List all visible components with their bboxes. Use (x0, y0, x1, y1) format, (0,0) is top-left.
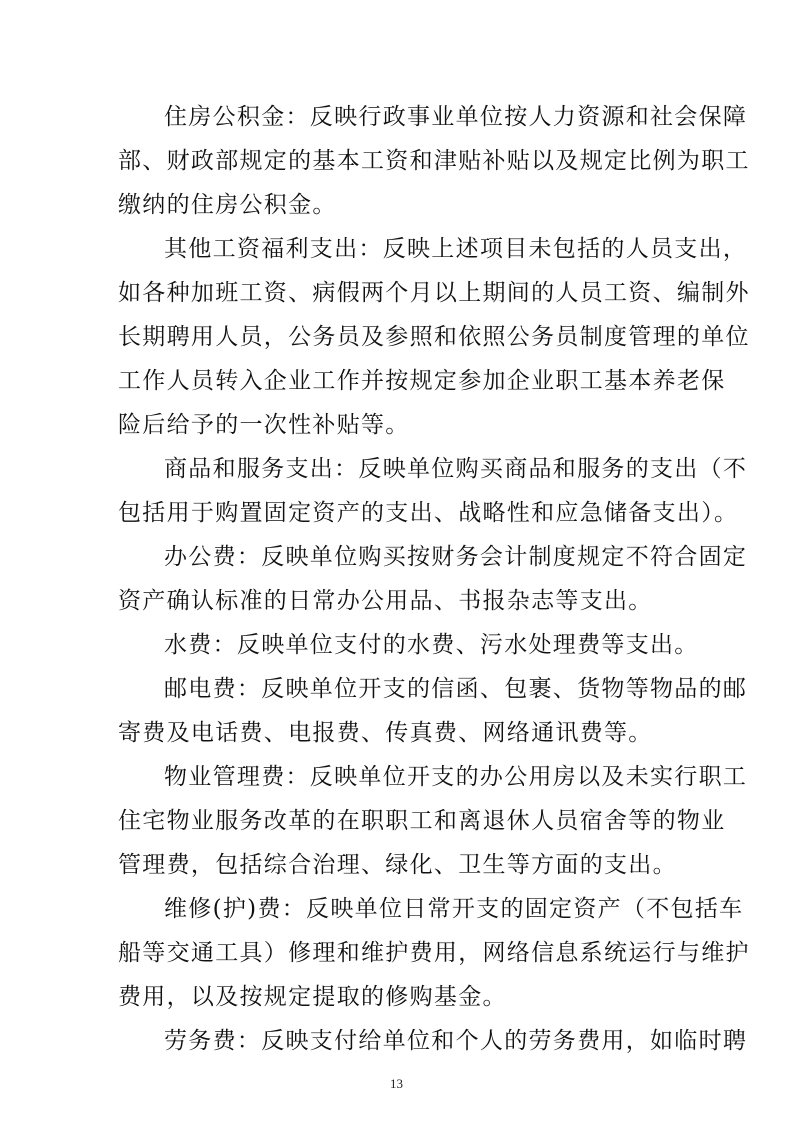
page-number: 13 (390, 1076, 403, 1091)
paragraph-labor-fee-line-1: 劳务费：反映支付给单位和个人的劳务费用，如临时聘 (164, 1028, 748, 1054)
paragraph-other-wages-line-5: 险后给予的一次性补贴等。 (118, 412, 410, 438)
paragraph-office-expense-line-1: 办公费：反映单位购买按财务会计制度规定不符合固定 (164, 544, 748, 570)
paragraph-property-fee-line-1: 物业管理费：反映单位开支的办公用房以及未实行职工 (164, 764, 748, 790)
paragraph-goods-services-line-2: 包括用于购置固定资产的支出、战略性和应急储备支出）。 (118, 500, 739, 526)
paragraph-maintenance-fee-line-3: 费用，以及按规定提取的修购基金。 (118, 984, 507, 1010)
paragraph-housing-fund-line-3: 缴纳的住房公积金。 (118, 192, 337, 218)
paragraph-maintenance-fee-line-2: 船等交通工具）修理和维护费用，网络信息系统运行与维护 (118, 940, 750, 966)
paragraph-maintenance-fee-line-1: 维修(护)费：反映单位日常开支的固定资产（不包括车 (164, 896, 744, 922)
paragraph-postal-fee-line-2: 寄费及电话费、电报费、传真费、网络通讯费等。 (118, 720, 653, 746)
paragraph-other-wages-line-4: 工作人员转入企业工作并按规定参加企业职工基本养老保 (118, 368, 726, 394)
paragraph-water-fee-line-1: 水费：反映单位支付的水费、污水处理费等支出。 (164, 632, 699, 658)
paragraph-property-fee-line-3: 管理费，包括综合治理、绿化、卫生等方面的支出。 (118, 852, 677, 878)
paragraph-postal-fee-line-1: 邮电费：反映单位开支的信函、包裹、货物等物品的邮 (164, 676, 748, 702)
paragraph-housing-fund-line-2: 部、财政部规定的基本工资和津贴补贴以及规定比例为职工 (118, 148, 750, 174)
paragraph-goods-services-line-1: 商品和服务支出：反映单位购买商品和服务的支出（不 (164, 456, 748, 482)
paragraph-office-expense-line-2: 资产确认标准的日常办公用品、书报杂志等支出。 (118, 588, 653, 614)
paragraph-housing-fund-line-1: 住房公积金：反映行政事业单位按人力资源和社会保障 (164, 104, 748, 130)
paragraph-other-wages-line-2: 如各种加班工资、病假两个月以上期间的人员工资、编制外 (118, 280, 750, 306)
paragraph-property-fee-line-2: 住宅物业服务改革的在职职工和离退休人员宿舍等的物业 (118, 808, 726, 834)
paragraph-other-wages-line-3: 长期聘用人员，公务员及参照和依照公务员制度管理的单位 (118, 324, 750, 350)
paragraph-other-wages-line-1: 其他工资福利支出：反映上述项目未包括的人员支出， (164, 236, 748, 262)
